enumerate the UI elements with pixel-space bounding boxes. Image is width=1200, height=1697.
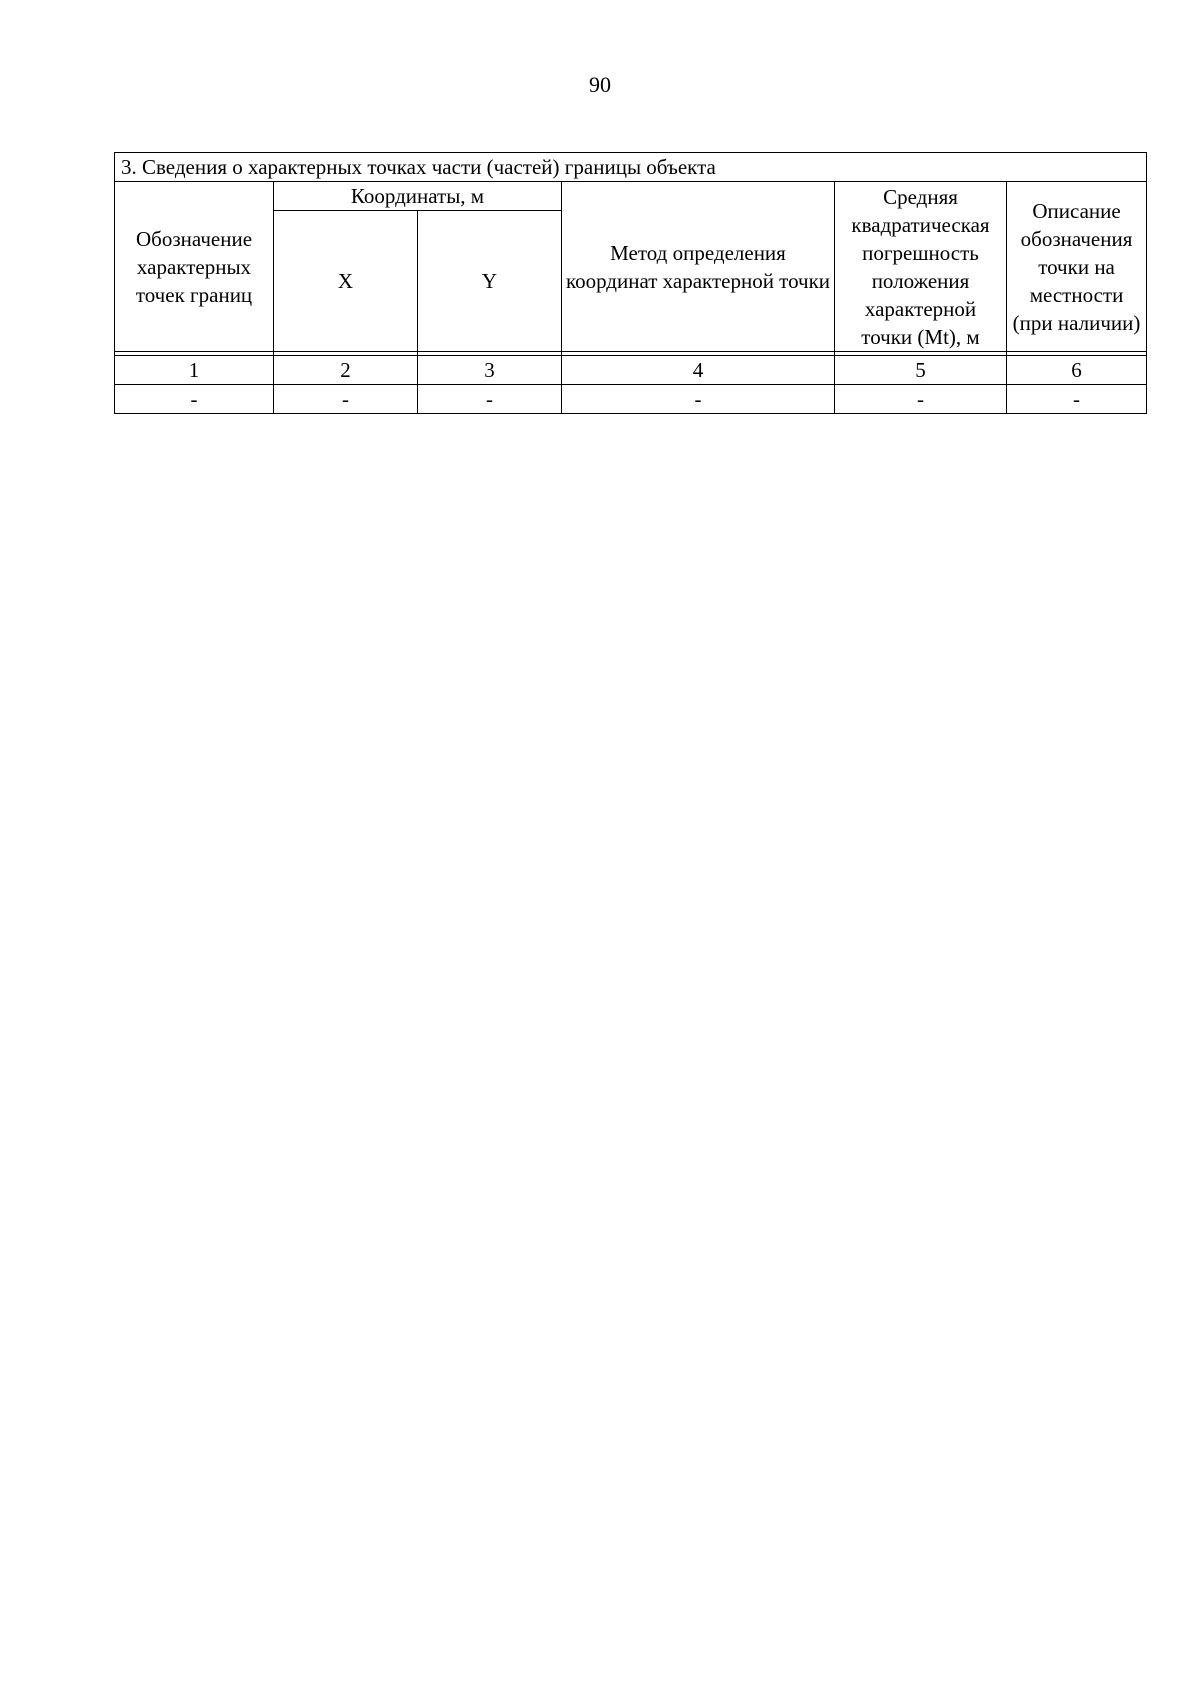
page-number: 90 (589, 72, 611, 97)
column-number: 6 (1007, 356, 1147, 385)
header-method: Метод определения координат характерной точки (562, 182, 835, 352)
header-x: X (274, 211, 418, 352)
table-caption: 3. Сведения о характерных точках части (частей) границы объекта (115, 153, 1147, 182)
header-row (115, 182, 1147, 211)
boundary-points-table (114, 152, 1147, 414)
table-cell: - (562, 385, 835, 414)
header-error: Средняя квадратическая погрешность положения характерной точки (Mt), м (835, 182, 1007, 352)
table-cell: - (274, 385, 418, 414)
table-row (115, 385, 1147, 414)
table-cell: - (1007, 385, 1147, 414)
header-designation: Обозначение характерных точек границ (115, 182, 274, 352)
column-number: 4 (562, 356, 835, 385)
column-number: 2 (274, 356, 418, 385)
header-y: Y (418, 211, 562, 352)
table-caption-row (115, 153, 1147, 182)
column-number: 3 (418, 356, 562, 385)
header-coordinates: Координаты, м (274, 182, 562, 211)
header-description: Описание обозначения точки на местности (при наличии) (1007, 182, 1147, 352)
table-cell: - (835, 385, 1007, 414)
column-number: 1 (115, 356, 274, 385)
column-number-row (115, 356, 1147, 385)
table-cell: - (418, 385, 562, 414)
table-cell: - (115, 385, 274, 414)
column-number: 5 (835, 356, 1007, 385)
